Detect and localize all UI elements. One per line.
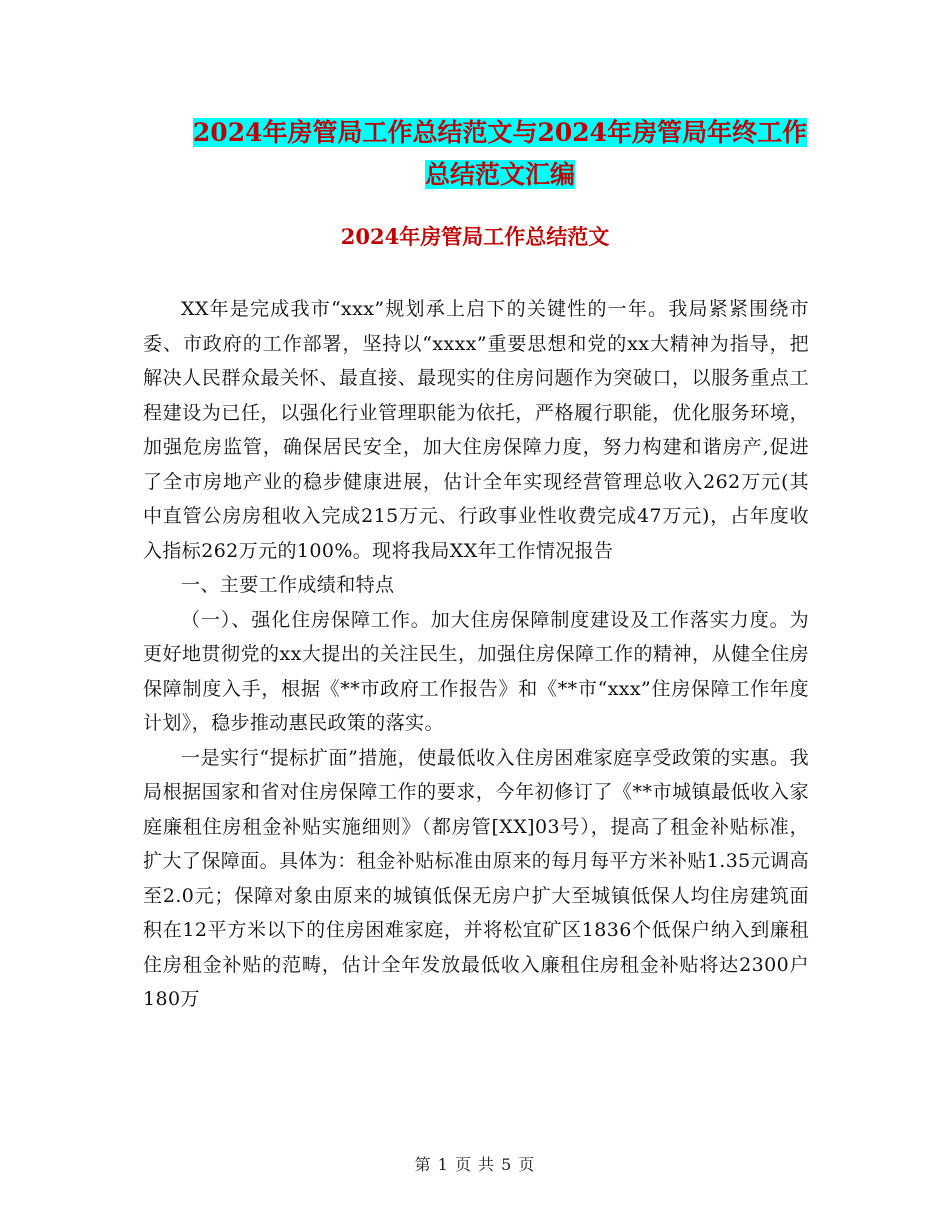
section-title: 2024年房管局工作总结范文 <box>340 224 610 249</box>
paragraph-measures: 一是实行“提标扩面”措施，使最低收入住房困难家庭享受政策的实惠。我局根据国家和省对住房保障工作的要求，今年初修订了《**市城镇最低收入家庭廉租住房租金补贴实施细则》（都房管[XX]03号），提高了租金补贴标准，扩大了保障面。具体为：租金补贴标准由原来的每月每平方米补贴1.35元调高至2.0元；保障对象由原来的城镇低保无房户扩大至城镇低保人均住房建筑面积在12平方米以下的住房困难家庭，并将松宜矿区1836个低保户纳入到廉租住房租金补贴的范畴，估计全年发放最低收入廉租住房租金补贴将达2300户180万 <box>143 746 809 1010</box>
paragraph-heading-achievements: 一、主要工作成绩和特点 <box>181 574 395 596</box>
document-title-line-1 <box>120 114 880 152</box>
paragraph-housing-security: （一）、强化住房保障工作。加大住房保障制度建设及工作落实力度。为更好地贯彻党的xx大提出的关注民生，加强住房保障工作的精神，从健全住房保障制度入手，根据《**市政府工作报告》和《**市“xxx”住房保障工作年度计划》，稳步推动惠民政策的落实。 <box>143 608 809 734</box>
page-footer: 第 1 页 共 5 页 <box>414 1155 536 1174</box>
document-title-text-2: 总结范文汇编 <box>424 160 575 189</box>
document-title-line-2 <box>120 156 880 194</box>
paragraph-intro: XX年是完成我市“xxx”规划承上启下的关键性的一年。我局紧紧围绕市委、市政府的工作部署，坚持以“xxxx”重要思想和党的xx大精神为指导，把解决人民群众最关怀、最直接、最现实的住房问题作为突破口，以服务重点工程建设为已任，以强化行业管理职能为依托，严格履行职能，优化服务环境，加强危房监管，确保居民安全，加大住房保障力度，努力构建和谐房产,促进了全市房地产业的稳步健康进展，估计全年实现经营管理总收入262万元(其中直管公房房租收入完成215万元、行政事业性收费完成47万元)，占年度收入指标262万元的100%。现将我局XX年工作情况报告 <box>143 298 809 562</box>
document-body <box>143 292 809 1017</box>
document-title-text-1: 2024年房管局工作总结范文与2024年房管局年终工作 <box>192 118 808 147</box>
